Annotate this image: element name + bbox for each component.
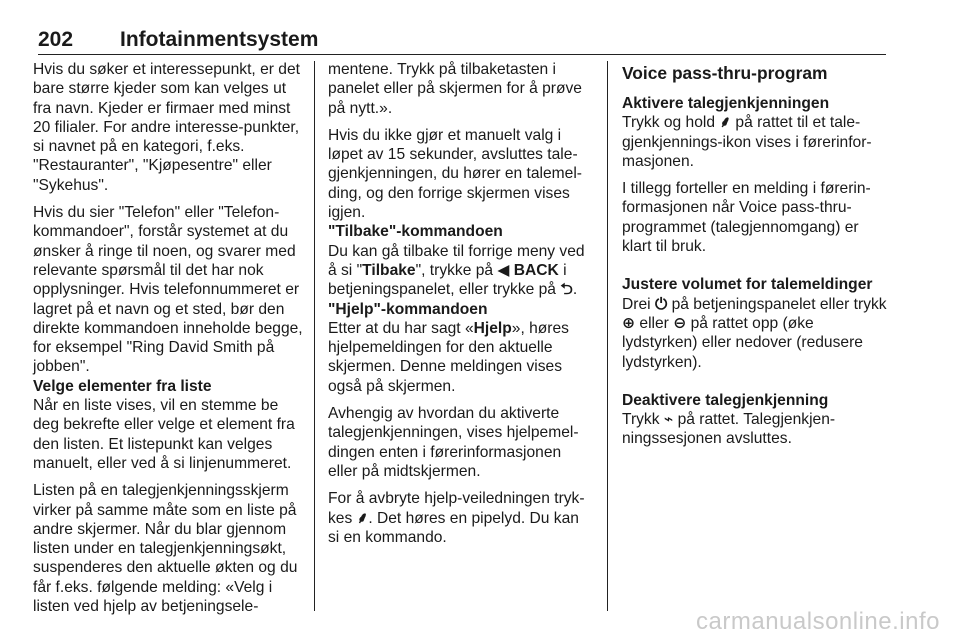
paragraph-cancel-help: For å avbryte hjelp-veiledningen tryk-kes ⸙. Det høres en pipelyd. Du kan si en kommando.	[328, 490, 585, 546]
paragraph-list-scroll: Listen på en talegjenkjenningsskjerm virker på samme måte som en liste på andre skjermer. Når du blar gjennom listen under en talegjenkjenningsøkt, suspenderes den aktuelle økten og du får f.eks. følgende melding: «Velg i listen ved hjelp av betjeningsele-	[33, 482, 298, 616]
paragraph-activate-voice: Trykk og hold ⸙ på rattet til et tale-gjenkjennings-ikon vises i førerinfor-masjonen.	[622, 114, 872, 170]
column-1	[33, 60, 303, 624]
heading-adjust-volume: Justere volumet for talemeldinger	[622, 276, 873, 294]
volume-down-icon: ⊖	[673, 314, 687, 332]
page-header	[38, 28, 886, 55]
back-keyword: Tilbake	[362, 261, 416, 279]
column-divider-1	[314, 61, 315, 611]
paragraph-adjust-volume: Drei ⏻ på betjeningspanelet eller trykk ⊕ eller ⊖ på rattet opp (øke lydstyrken) eller nedover (redusere lydstyrken).	[622, 295, 887, 371]
back-button-icon: ◀ BACK	[497, 261, 559, 279]
end-call-icon: ⌁	[663, 411, 674, 429]
paragraph-ready-message: I tillegg forteller en melding i førerin-formasjonen når Voice pass-thru-programmet (talegjennomgang) er klart til bruk.	[622, 180, 871, 256]
power-knob-icon: ⏻	[654, 295, 668, 313]
heading-activate-voice: Aktivere talegjenkjenningen	[622, 95, 830, 112]
volume-up-icon: ⊕	[622, 314, 636, 332]
page-number: 202	[38, 28, 74, 51]
paragraph-help-display: Avhengig av hvordan du aktiverte talegjenkjenningen, vises hjelpemel-dingen enten i førerinformasjonen eller på midtskjermen.	[328, 405, 579, 480]
voice-icon: ⸙	[719, 114, 732, 132]
paragraph-poi-search: Hvis du søker et interessepunkt, er det bare større kjeder som kan velges ut fra navn. Kjeder er firmaer med minst 20 filialer. For andre interesse-punkter, si navnet på en kategori, f.eks. "Restauranter", "Kjøpesentre" eller "Sykehus".	[33, 61, 300, 194]
paragraph-timeout: Hvis du ikke gjør et manuelt valg i løpet av 15 sekunder, avsluttes tale-gjenkjenningen, du hører en talemel-ding, og den forrige skjermen vises igjen.	[328, 126, 582, 222]
heading-deactivate-voice: Deaktivere talegjenkjenning	[622, 391, 829, 409]
heading-voice-pass-thru: Voice pass-thru-program	[622, 63, 828, 83]
heading-select-from-list: Velge elementer fra liste	[33, 377, 212, 395]
heading-help-command: "Hjelp"-kommandoen	[328, 300, 488, 318]
paragraph-phone-commands: Hvis du sier "Telefon" eller "Telefon-kommandoer", forstår systemet at du ønsker å ringe til noen, og svarer med relevante spørsmål til det har nok opplysninger. Hvis telefonnummeret er lagret på et navn og et sted, bør den direkte kommandoen inneholde begge, for eksempel "Ring David Smith på jobben".	[33, 204, 303, 376]
chapter-title: Infotainmentsystem	[120, 28, 319, 51]
voice-icon: ⸙	[356, 509, 369, 527]
heading-back-command: "Tilbake"-kommandoen	[328, 223, 503, 241]
paragraph-help-command: Etter at du har sagt «Hjelp», høres hjelpemeldingen for den aktuelle skjermen. Denne meldingen vises også på skjermen.	[328, 319, 569, 395]
column-divider-2	[607, 61, 608, 611]
paragraph-back-command: Du kan gå tilbake til forrige meny ved å si "Tilbake", trykke på ◀ BACK i betjeningspanelet, eller trykke på ⮌.	[328, 242, 585, 299]
paragraph-list-confirm: Når en liste vises, vil en stemme be deg bekrefte eller velge et element fra den listen. Et listepunkt kan velges manuelt, eller ved å si linjenummeret.	[33, 397, 295, 472]
column-2	[328, 60, 591, 555]
column-3	[622, 60, 887, 457]
paragraph-deactivate-voice: Trykk ⌁ på rattet. Talegjenkjen-ningssesjonen avsluttes.	[622, 411, 836, 448]
watermark: carmanualsonline.info	[696, 608, 940, 635]
help-keyword: Hjelp	[473, 319, 512, 337]
paragraph-list-continued: mentene. Trykk på tilbaketasten i panelet eller på skjermen for å prøve på nytt.».	[328, 61, 582, 117]
return-arrow-icon: ⮌	[560, 281, 573, 299]
